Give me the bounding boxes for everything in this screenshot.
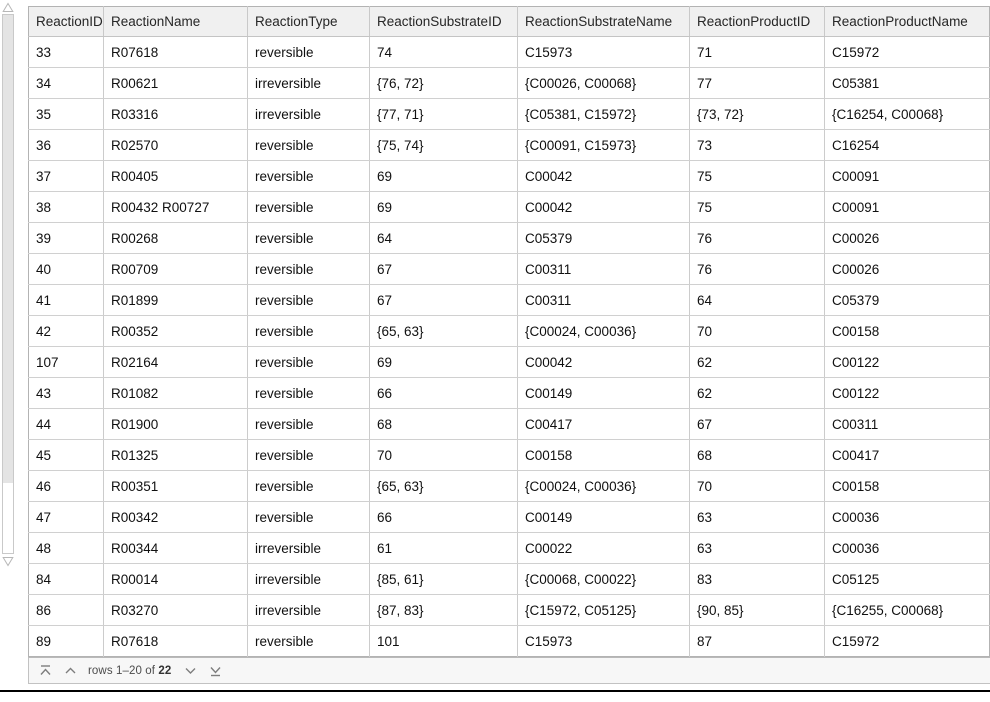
table-cell: 67 <box>690 409 825 440</box>
table-cell: C00122 <box>825 378 990 409</box>
table-cell: C05125 <box>825 564 990 595</box>
table-cell: R00344 <box>104 533 248 564</box>
table-cell: C15972 <box>825 37 990 68</box>
table-cell: irreversible <box>248 564 370 595</box>
table-cell: {76, 72} <box>370 68 518 99</box>
table-cell: 107 <box>29 347 104 378</box>
rows-range-prefix: rows 1–20 of <box>88 664 159 677</box>
table-row <box>29 192 990 223</box>
table-cell: {87, 83} <box>370 595 518 626</box>
table-cell: 67 <box>370 254 518 285</box>
table-cell: 63 <box>690 533 825 564</box>
table-row <box>29 254 990 285</box>
table-cell: reversible <box>248 378 370 409</box>
table-cell: C05379 <box>825 285 990 316</box>
table-cell: 63 <box>690 502 825 533</box>
table-cell: 34 <box>29 68 104 99</box>
table-cell: C00026 <box>825 223 990 254</box>
data-table <box>28 6 990 657</box>
table-cell: {C00026, C00068} <box>518 68 690 99</box>
table-cell: C00149 <box>518 502 690 533</box>
table-cell: 35 <box>29 99 104 130</box>
table-row <box>29 471 990 502</box>
table-cell: R00621 <box>104 68 248 99</box>
table-cell: {C00024, C00036} <box>518 316 690 347</box>
table-cell: {73, 72} <box>690 99 825 130</box>
table-cell: 69 <box>370 161 518 192</box>
column-header[interactable]: ReactionType <box>248 7 370 37</box>
table-cell: C00022 <box>518 533 690 564</box>
table-cell: {65, 63} <box>370 316 518 347</box>
table-cell: R00432 R00727 <box>104 192 248 223</box>
table-cell: 62 <box>690 347 825 378</box>
table-cell: R02164 <box>104 347 248 378</box>
table-cell: {C15972, C05125} <box>518 595 690 626</box>
table-cell: C00158 <box>518 440 690 471</box>
table-cell: R00014 <box>104 564 248 595</box>
table-cell: irreversible <box>248 68 370 99</box>
table-cell: 70 <box>690 471 825 502</box>
table-cell: R01082 <box>104 378 248 409</box>
table-cell: 48 <box>29 533 104 564</box>
table-cell: R01900 <box>104 409 248 440</box>
table-cell: 42 <box>29 316 104 347</box>
table-cell: R07618 <box>104 626 248 657</box>
table-row <box>29 502 990 533</box>
table-cell: C15973 <box>518 37 690 68</box>
table-row <box>29 161 990 192</box>
table-cell: C00036 <box>825 533 990 564</box>
table-cell: R01899 <box>104 285 248 316</box>
table-header-row <box>29 7 990 37</box>
table-cell: reversible <box>248 409 370 440</box>
table-cell: 76 <box>690 223 825 254</box>
table-cell: 36 <box>29 130 104 161</box>
table-row <box>29 595 990 626</box>
table-cell: 87 <box>690 626 825 657</box>
table-cell: R03270 <box>104 595 248 626</box>
table-cell: 67 <box>370 285 518 316</box>
table-cell: 77 <box>690 68 825 99</box>
table-container <box>28 6 989 684</box>
table-cell: {85, 61} <box>370 564 518 595</box>
table-cell: 86 <box>29 595 104 626</box>
table-cell: 47 <box>29 502 104 533</box>
column-header[interactable]: ReactionProductName <box>825 7 990 37</box>
table-cell: 75 <box>690 192 825 223</box>
table-cell: reversible <box>248 626 370 657</box>
table-cell: 83 <box>690 564 825 595</box>
table-row <box>29 37 990 68</box>
next-page-button[interactable] <box>183 663 197 679</box>
table-row <box>29 626 990 657</box>
table-cell: C00311 <box>518 285 690 316</box>
table-cell: C00149 <box>518 378 690 409</box>
table-cell: reversible <box>248 223 370 254</box>
rows-range-label <box>88 665 171 677</box>
table-cell: 68 <box>690 440 825 471</box>
rows-total: 22 <box>158 664 172 677</box>
scrollbar-thumb[interactable] <box>3 15 13 483</box>
table-cell: C00311 <box>825 409 990 440</box>
table-row <box>29 440 990 471</box>
table-cell: C00311 <box>518 254 690 285</box>
table-cell: 62 <box>690 378 825 409</box>
last-page-button[interactable] <box>208 663 222 679</box>
table-cell: 71 <box>690 37 825 68</box>
table-row <box>29 316 990 347</box>
table-cell: {77, 71} <box>370 99 518 130</box>
table-cell: R00268 <box>104 223 248 254</box>
table-cell: {C00024, C00036} <box>518 471 690 502</box>
column-header[interactable]: ReactionProductID <box>690 7 825 37</box>
table-cell: 69 <box>370 192 518 223</box>
table-cell: R00405 <box>104 161 248 192</box>
table-cell: 64 <box>690 285 825 316</box>
table-cell: 73 <box>690 130 825 161</box>
table-row <box>29 285 990 316</box>
table-cell: {C05381, C15972} <box>518 99 690 130</box>
table-cell: {C16254, C00068} <box>825 99 990 130</box>
table-cell: reversible <box>248 502 370 533</box>
table-cell: C00042 <box>518 192 690 223</box>
table-cell: 45 <box>29 440 104 471</box>
table-cell: reversible <box>248 347 370 378</box>
table-cell: C00026 <box>825 254 990 285</box>
table-row <box>29 533 990 564</box>
table-cell: R00342 <box>104 502 248 533</box>
table-cell: C00091 <box>825 192 990 223</box>
table-row <box>29 378 990 409</box>
table-cell: 44 <box>29 409 104 440</box>
table-cell: R03316 <box>104 99 248 130</box>
table-cell: reversible <box>248 285 370 316</box>
table-cell: 70 <box>690 316 825 347</box>
table-cell: irreversible <box>248 533 370 564</box>
table-cell: C00036 <box>825 502 990 533</box>
table-cell: 37 <box>29 161 104 192</box>
table-cell: reversible <box>248 316 370 347</box>
table-row <box>29 68 990 99</box>
table-cell: 41 <box>29 285 104 316</box>
table-cell: R00352 <box>104 316 248 347</box>
column-header[interactable]: ReactionName <box>104 7 248 37</box>
table-cell: 101 <box>370 626 518 657</box>
table-row <box>29 130 990 161</box>
table-cell: 89 <box>29 626 104 657</box>
table-row <box>29 223 990 254</box>
table-cell: C00091 <box>825 161 990 192</box>
table-cell: C15972 <box>825 626 990 657</box>
table-row <box>29 99 990 130</box>
table-cell: {C00068, C00022} <box>518 564 690 595</box>
table-cell: 70 <box>370 440 518 471</box>
table-cell: R07618 <box>104 37 248 68</box>
table-cell: 64 <box>370 223 518 254</box>
table-row <box>29 409 990 440</box>
table-cell: C15973 <box>518 626 690 657</box>
table-cell: 39 <box>29 223 104 254</box>
table-cell: C00417 <box>518 409 690 440</box>
table-cell: 84 <box>29 564 104 595</box>
scroll-up-icon[interactable] <box>2 2 14 13</box>
column-header[interactable]: ReactionID <box>29 7 104 37</box>
previous-page-button[interactable] <box>63 663 77 679</box>
table-cell: 68 <box>370 409 518 440</box>
table-cell: {75, 74} <box>370 130 518 161</box>
table-cell: 46 <box>29 471 104 502</box>
table-cell: {C16255, C00068} <box>825 595 990 626</box>
table-cell: reversible <box>248 471 370 502</box>
pagination-bar <box>28 657 990 684</box>
table-cell: reversible <box>248 37 370 68</box>
table-cell: 43 <box>29 378 104 409</box>
table-cell: 74 <box>370 37 518 68</box>
table-cell: reversible <box>248 161 370 192</box>
first-page-button[interactable] <box>38 663 52 679</box>
table-cell: C05379 <box>518 223 690 254</box>
table-cell: C16254 <box>825 130 990 161</box>
table-cell: C00158 <box>825 471 990 502</box>
table-cell: {90, 85} <box>690 595 825 626</box>
table-cell: irreversible <box>248 595 370 626</box>
window-divider <box>0 690 990 692</box>
table-cell: C00158 <box>825 316 990 347</box>
table-row <box>29 347 990 378</box>
table-cell: reversible <box>248 254 370 285</box>
table-cell: {65, 63} <box>370 471 518 502</box>
table-cell: reversible <box>248 130 370 161</box>
table-cell: R01325 <box>104 440 248 471</box>
table-cell: 38 <box>29 192 104 223</box>
table-body <box>29 37 990 657</box>
table-cell: C00042 <box>518 347 690 378</box>
table-cell: R00709 <box>104 254 248 285</box>
table-cell: reversible <box>248 192 370 223</box>
table-cell: 61 <box>370 533 518 564</box>
scrollbar-track[interactable] <box>2 14 14 554</box>
column-header[interactable]: ReactionSubstrateID <box>370 7 518 37</box>
table-cell: C00122 <box>825 347 990 378</box>
table-cell: 40 <box>29 254 104 285</box>
table-cell: 66 <box>370 502 518 533</box>
table-cell: {C00091, C15973} <box>518 130 690 161</box>
column-header[interactable]: ReactionSubstrateName <box>518 7 690 37</box>
table-cell: C05381 <box>825 68 990 99</box>
table-cell: R02570 <box>104 130 248 161</box>
table-cell: irreversible <box>248 99 370 130</box>
table-cell: 76 <box>690 254 825 285</box>
table-cell: 66 <box>370 378 518 409</box>
table-cell: reversible <box>248 440 370 471</box>
table-cell: 33 <box>29 37 104 68</box>
table-cell: 75 <box>690 161 825 192</box>
table-row <box>29 564 990 595</box>
table-cell: R00351 <box>104 471 248 502</box>
scroll-down-icon[interactable] <box>2 556 14 567</box>
table-cell: C00417 <box>825 440 990 471</box>
table-cell: 69 <box>370 347 518 378</box>
table-cell: C00042 <box>518 161 690 192</box>
